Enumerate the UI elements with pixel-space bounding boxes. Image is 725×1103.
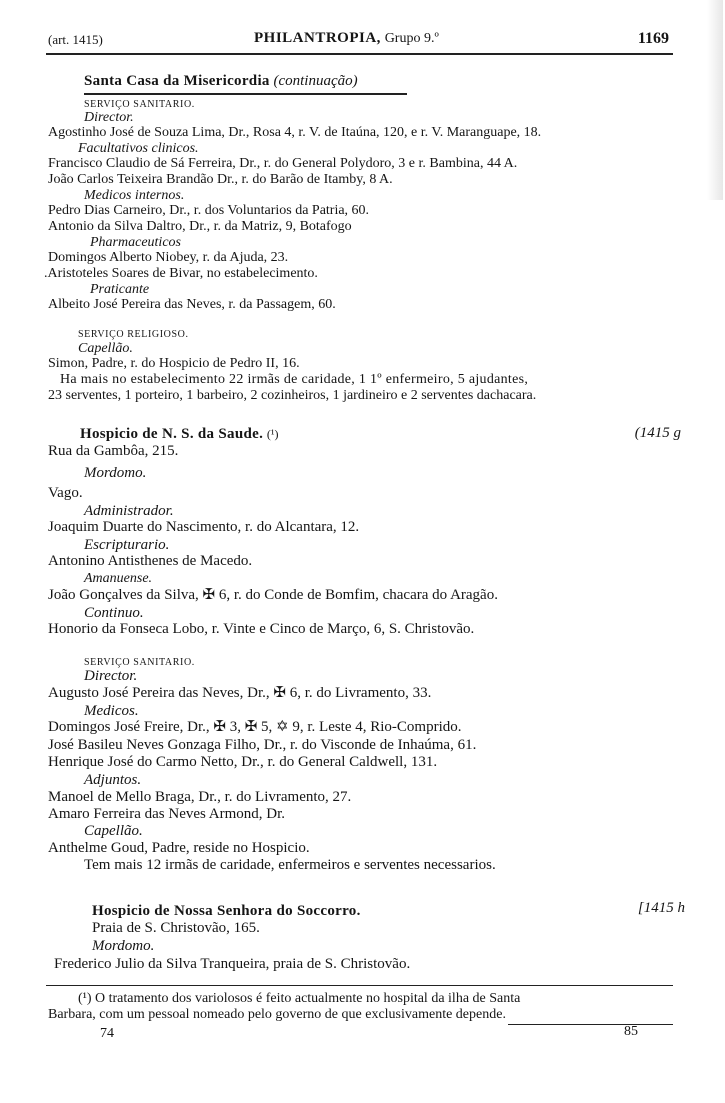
s2-mordomo-label: Mordomo. [84, 465, 147, 481]
section2-title: Hospicio de N. S. da Saude. [80, 426, 264, 442]
s2-medico-2: José Basileu Neves Gonzaga Filho, Dr., r. do Visconde de Inhaúma, 61. [48, 737, 477, 753]
s1-paragraph-line-2: 23 serventes, 1 porteiro, 1 barbeiro, 2 cozinheiros, 1 jardineiro e 2 serventes dachacara. [48, 388, 537, 403]
signature-mark-left: 74 [100, 1026, 114, 1041]
footnote-end-rule [508, 1024, 673, 1025]
s2-escripturario: Antonino Antisthenes de Macedo. [48, 553, 253, 569]
header-group: Grupo 9.º [384, 31, 439, 46]
s1-praticante: Albeito José Pereira das Neves, r. da Passagem, 60. [48, 297, 336, 312]
footnote-line-1: (¹) O tratamento dos variolosos é feito actualmente no hospital da ilha de Santa [78, 991, 521, 1006]
s2-medico-3: Henrique José do Carmo Netto, Dr., r. do General Caldwell, 131. [48, 754, 438, 770]
signature-mark-right: 85 [624, 1024, 638, 1039]
s1-pharmaceutico-2: .Aristoteles Soares de Bivar, no estabelecimento. [44, 266, 318, 281]
s1-medico-1: Pedro Dias Carneiro, Dr., r. dos Voluntarios da Patria, 60. [48, 203, 370, 218]
section1-heading [84, 72, 358, 90]
s1-capellao: Simon, Padre, r. do Hospicio de Pedro II, 16. [48, 356, 300, 371]
s2-adjunto-2: Amaro Ferreira das Neves Armond, Dr. [48, 806, 286, 822]
s1-medico-2: Antonio da Silva Daltro, Dr., r. da Matriz, 9, Botafogo [48, 219, 352, 234]
s2-medico-1: Domingos José Freire, Dr., ✠ 3, ✠ 5, ✡ 9, r. Leste 4, Rio-Comprido. [48, 719, 462, 735]
s2-continuo-label: Continuo. [84, 605, 144, 621]
s2-director-label: Director. [84, 668, 138, 684]
section1-title: Santa Casa da Misericordia [84, 73, 270, 89]
page-edge-shadow [707, 0, 723, 200]
header-page-number: 1169 [637, 30, 669, 47]
section1-title-rule [84, 93, 407, 95]
s2-adjunto-1: Manoel de Mello Braga, Dr., r. do Livramento, 27. [48, 789, 352, 805]
s2-paragraph: Tem mais 12 irmãs de caridade, enfermeiros e serventes necessarios. [84, 857, 496, 873]
s2-capellao-label: Capellão. [84, 823, 143, 839]
s1-facultativo-2: João Carlos Teixeira Brandão Dr., r. do Barão de Itamby, 8 A. [48, 172, 393, 187]
s2-administrador: Joaquim Duarte do Nascimento, r. do Alcantara, 12. [48, 519, 360, 535]
s2-mordomo: Vago. [48, 485, 83, 501]
s2-medicos-label: Medicos. [84, 703, 139, 719]
s1-pharmaceuticos-label: Pharmaceuticos [90, 235, 181, 250]
s1-facultativo-1: Francisco Claudio de Sá Ferreira, Dr., r. do General Polydoro, 3 e r. Bambina, 44 A. [48, 156, 518, 171]
s1-servico-religioso: SERVIÇO RELIGIOSO. [78, 329, 189, 340]
s1-servico-sanitario: SERVIÇO SANITARIO. [84, 99, 195, 110]
s1-director: Agostinho José de Souza Lima, Dr., Rosa 4, r. V. de Itaúna, 120, e r. V. Maranguape, 18. [48, 125, 542, 140]
s2-capellao: Anthelme Goud, Padre, reside no Hospicio. [48, 840, 310, 856]
s1-capellao-label: Capellão. [78, 341, 133, 356]
s1-facultativos-label: Facultativos clinicos. [78, 141, 199, 156]
s1-medicos-label: Medicos internos. [84, 188, 185, 203]
section2-note-ref: (¹) [266, 427, 279, 441]
s2-escripturario-label: Escripturario. [84, 537, 170, 553]
s2-administrador-label: Administrador. [84, 503, 174, 519]
s1-paragraph-line-1: Ha mais no estabelecimento 22 irmãs de caridade, 1 1º enfermeiro, 5 ajudantes, [60, 372, 529, 387]
s3-address: Praia de S. Christovão, 165. [92, 920, 260, 936]
s3-mordomo-label: Mordomo. [92, 938, 155, 954]
section3-heading [92, 902, 361, 920]
section2-heading [80, 425, 279, 443]
footnote-line-2: Barbara, com um pessoal nomeado pelo governo de que exclusivamente depende. [48, 1007, 506, 1022]
s1-praticante-label: Praticante [90, 282, 150, 297]
header-rule [46, 53, 673, 55]
s2-amanuense: João Gonçalves da Silva, ✠ 6, r. do Conde de Bomfim, chacara do Aragão. [48, 587, 498, 603]
running-header [46, 30, 673, 50]
header-article-ref: (art. 1415) [48, 32, 103, 47]
s2-amanuense-label: Amanuense. [84, 571, 153, 586]
section2-art-ref: (1415 g [634, 425, 681, 441]
s1-director-label: Director. [84, 110, 134, 125]
s2-adjuntos-label: Adjuntos. [84, 772, 142, 788]
footnote-rule [46, 985, 673, 986]
header-title [254, 30, 439, 47]
header-title-main: PHILANTROPIA, [254, 30, 381, 46]
s2-address: Rua da Gambôa, 215. [48, 443, 179, 459]
section3-title: Hospicio de Nossa Senhora do Soccorro. [92, 903, 361, 919]
s2-servico-sanitario: SERVIÇO SANITARIO. [84, 657, 195, 668]
s1-pharmaceutico-1: Domingos Alberto Niobey, r. da Ajuda, 23. [48, 250, 289, 265]
section1-title-cont: (continuação) [273, 73, 358, 89]
s2-director: Augusto José Pereira das Neves, Dr., ✠ 6, r. do Livramento, 33. [48, 685, 432, 701]
s3-mordomo: Frederico Julio da Silva Tranqueira, praia de S. Christovão. [54, 956, 411, 972]
s2-continuo: Honorio da Fonseca Lobo, r. Vinte e Cinco de Março, 6, S. Christovão. [48, 621, 475, 637]
section3-art-ref: [1415 h [637, 900, 685, 916]
